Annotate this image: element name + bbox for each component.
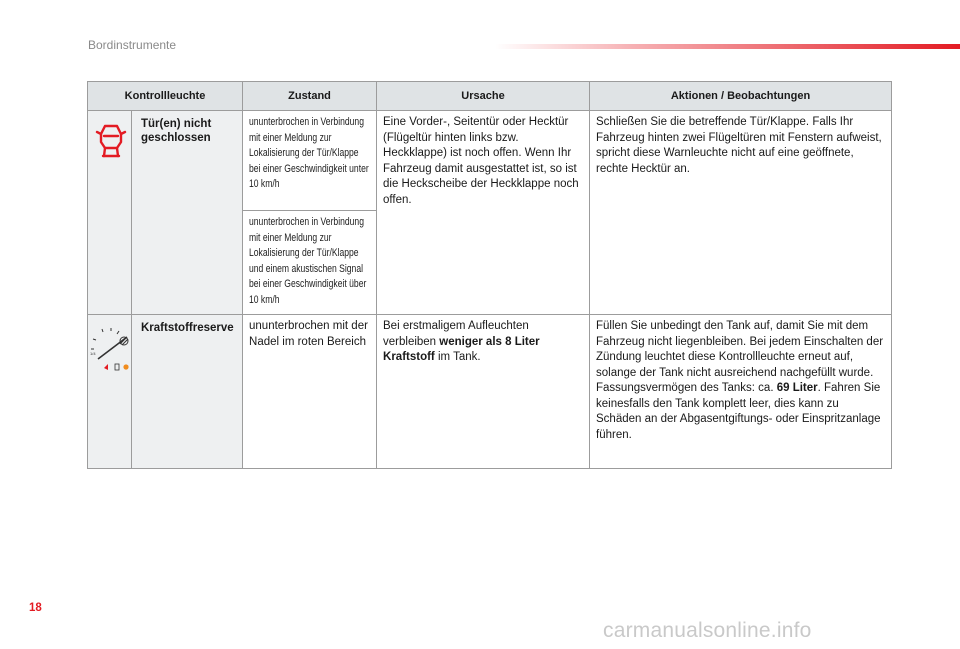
fuel-gauge-icon (89, 325, 131, 377)
svg-text:1/4: 1/4 (90, 351, 96, 356)
action-part-2: . Fahren Sie keinesfalls den Tank komplett leer, dies kann zu Schäden an der Abgasentgiftungs- oder Einspritzanlage führen. (596, 382, 881, 441)
table-row (88, 111, 892, 211)
condition-text (243, 211, 377, 315)
table-row (88, 315, 892, 469)
column-header-ursache: Ursache (377, 82, 590, 111)
warning-name: Tür(en) nicht geschlossen (132, 111, 243, 315)
door-open-warning-icon (93, 122, 129, 162)
warning-lights-table (87, 81, 892, 469)
cause-bold-amount: weniger als 8 Liter (439, 335, 540, 348)
cause-text (377, 315, 590, 469)
condition-2-text: ununterbrochen in Verbindung mit einer Meldung zur Lokalisierung der Tür/Klappe und einem akustischen Signal bei einer Geschwindigkeit über 10 km/h (249, 216, 367, 306)
icon-cell (88, 111, 132, 315)
condition-text (243, 111, 377, 211)
section-title: Bordinstrumente (88, 38, 177, 52)
cause-text: Eine Vorder-, Seitentür oder Hecktür (Flügeltür hinten links bzw. Heckklappe) ist noch offen. Wenn Ihr Fahrzeug damit ausgestattet ist, so ist die Heckscheibe der Heckklappe noch offen. (377, 111, 590, 315)
action-text: Schließen Sie die betreffende Tür/Klappe. Falls Ihr Fahrzeug hinten zwei Flügeltüren mit Fenstern aufweist, spricht diese Warnleuchte nicht auf eine geöffnete, rechte Hecktür an. (590, 111, 892, 315)
action-part-1: Füllen Sie unbedingt den Tank auf, damit Sie mit dem Fahrzeug nicht liegenbleiben. Bei jedem Einschalten der Zündung leuchtet diese Kontrollleuchte erneut auf, solange der Tank nicht ausreichend nachgefüllt wurde. Fassungsvermögen des Tanks: ca. (596, 320, 884, 394)
cause-prefix: Bei erstmaligem Aufleuchten verbleiben (383, 320, 529, 348)
condition-text: ununterbrochen mit der Nadel im roten Bereich (243, 315, 377, 469)
warning-name: Kraftstoffreserve (132, 315, 243, 469)
cause-suffix: im Tank. (434, 351, 481, 363)
cause-bold-fuel: Kraftstoff (383, 351, 435, 363)
icon-cell (88, 315, 132, 469)
condition-1-text: ununterbrochen in Verbindung mit einer Meldung zur Lokalisierung der Tür/Klappe bei einer Geschwindigkeit unter 10 km/h (249, 116, 369, 190)
action-bold-capacity: 69 Liter (776, 382, 818, 394)
watermark: carmanualsonline.info (603, 619, 812, 642)
column-header-aktionen: Aktionen / Beobachtungen (590, 82, 892, 111)
page-number: 18 (29, 602, 42, 614)
header-accent-bar (495, 44, 960, 49)
column-header-zustand: Zustand (243, 82, 377, 111)
table-header-row (88, 82, 892, 111)
column-header-kontrollleuchte: Kontrollleuchte (88, 82, 243, 111)
action-text (590, 315, 892, 469)
